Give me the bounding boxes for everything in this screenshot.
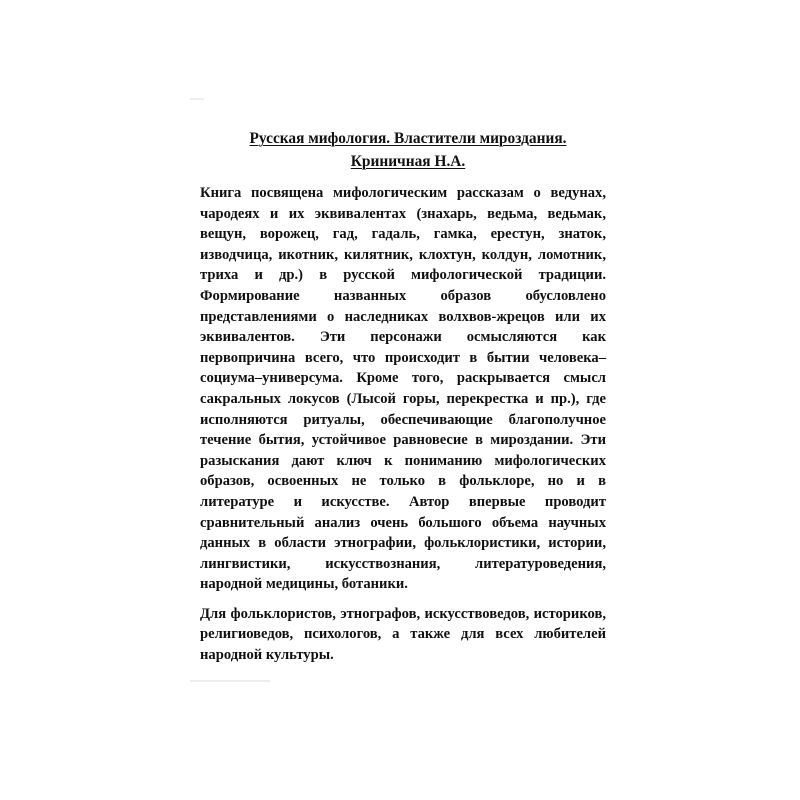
audience-paragraph: Для фольклористов, этнографов, искусствоведов, историков, религиоведов, психологов, а также для всех любителей народной культуры. (200, 605, 606, 664)
document-title (200, 127, 606, 173)
document-body (200, 127, 606, 666)
scan-mark (190, 98, 204, 100)
description-paragraph: Книга посвящена мифологическим рассказам о ведунах, чародеях и их эквивалентах (знахарь, ведьма, ведьмак, вещун, ворожец, гад, гадаль, гамка, ерестун, знаток, изводчица, икотник, килятник, клохтун, колдун, ломотник, триха и др.) в русской мифологической традиции. Формирование названных образов обусловлено представлениями о наследниках волхвов-жрецов или их эквивалентов. Эти персонажи осмысляются как первопричина всего, что происходит в бытии человека–социума–универсума. Кроме того, раскрывается смысл сакральных локусов (Лысой горы, перекрестка и пр.), где исполняются ритуалы, обеспечивающие благополучное течение бытия, устойчивое равновесие в мироздании. Эти разыскания дают ключ к пониманию мифологических образов, освоенных не только в фольклоре, но и в литературе и искусстве. Автор впервые проводит сравнительный анализ очень большого объема научных данных в области этнографии, фольклористики, истории, лингвистики, искусствознания, литературоведения, народной медицины, ботаники. (200, 185, 606, 593)
scan-mark (190, 680, 270, 682)
title-line: Русская мифология. Властители мироздания. (249, 130, 567, 147)
author-line: Криничная Н.А. (350, 153, 466, 170)
